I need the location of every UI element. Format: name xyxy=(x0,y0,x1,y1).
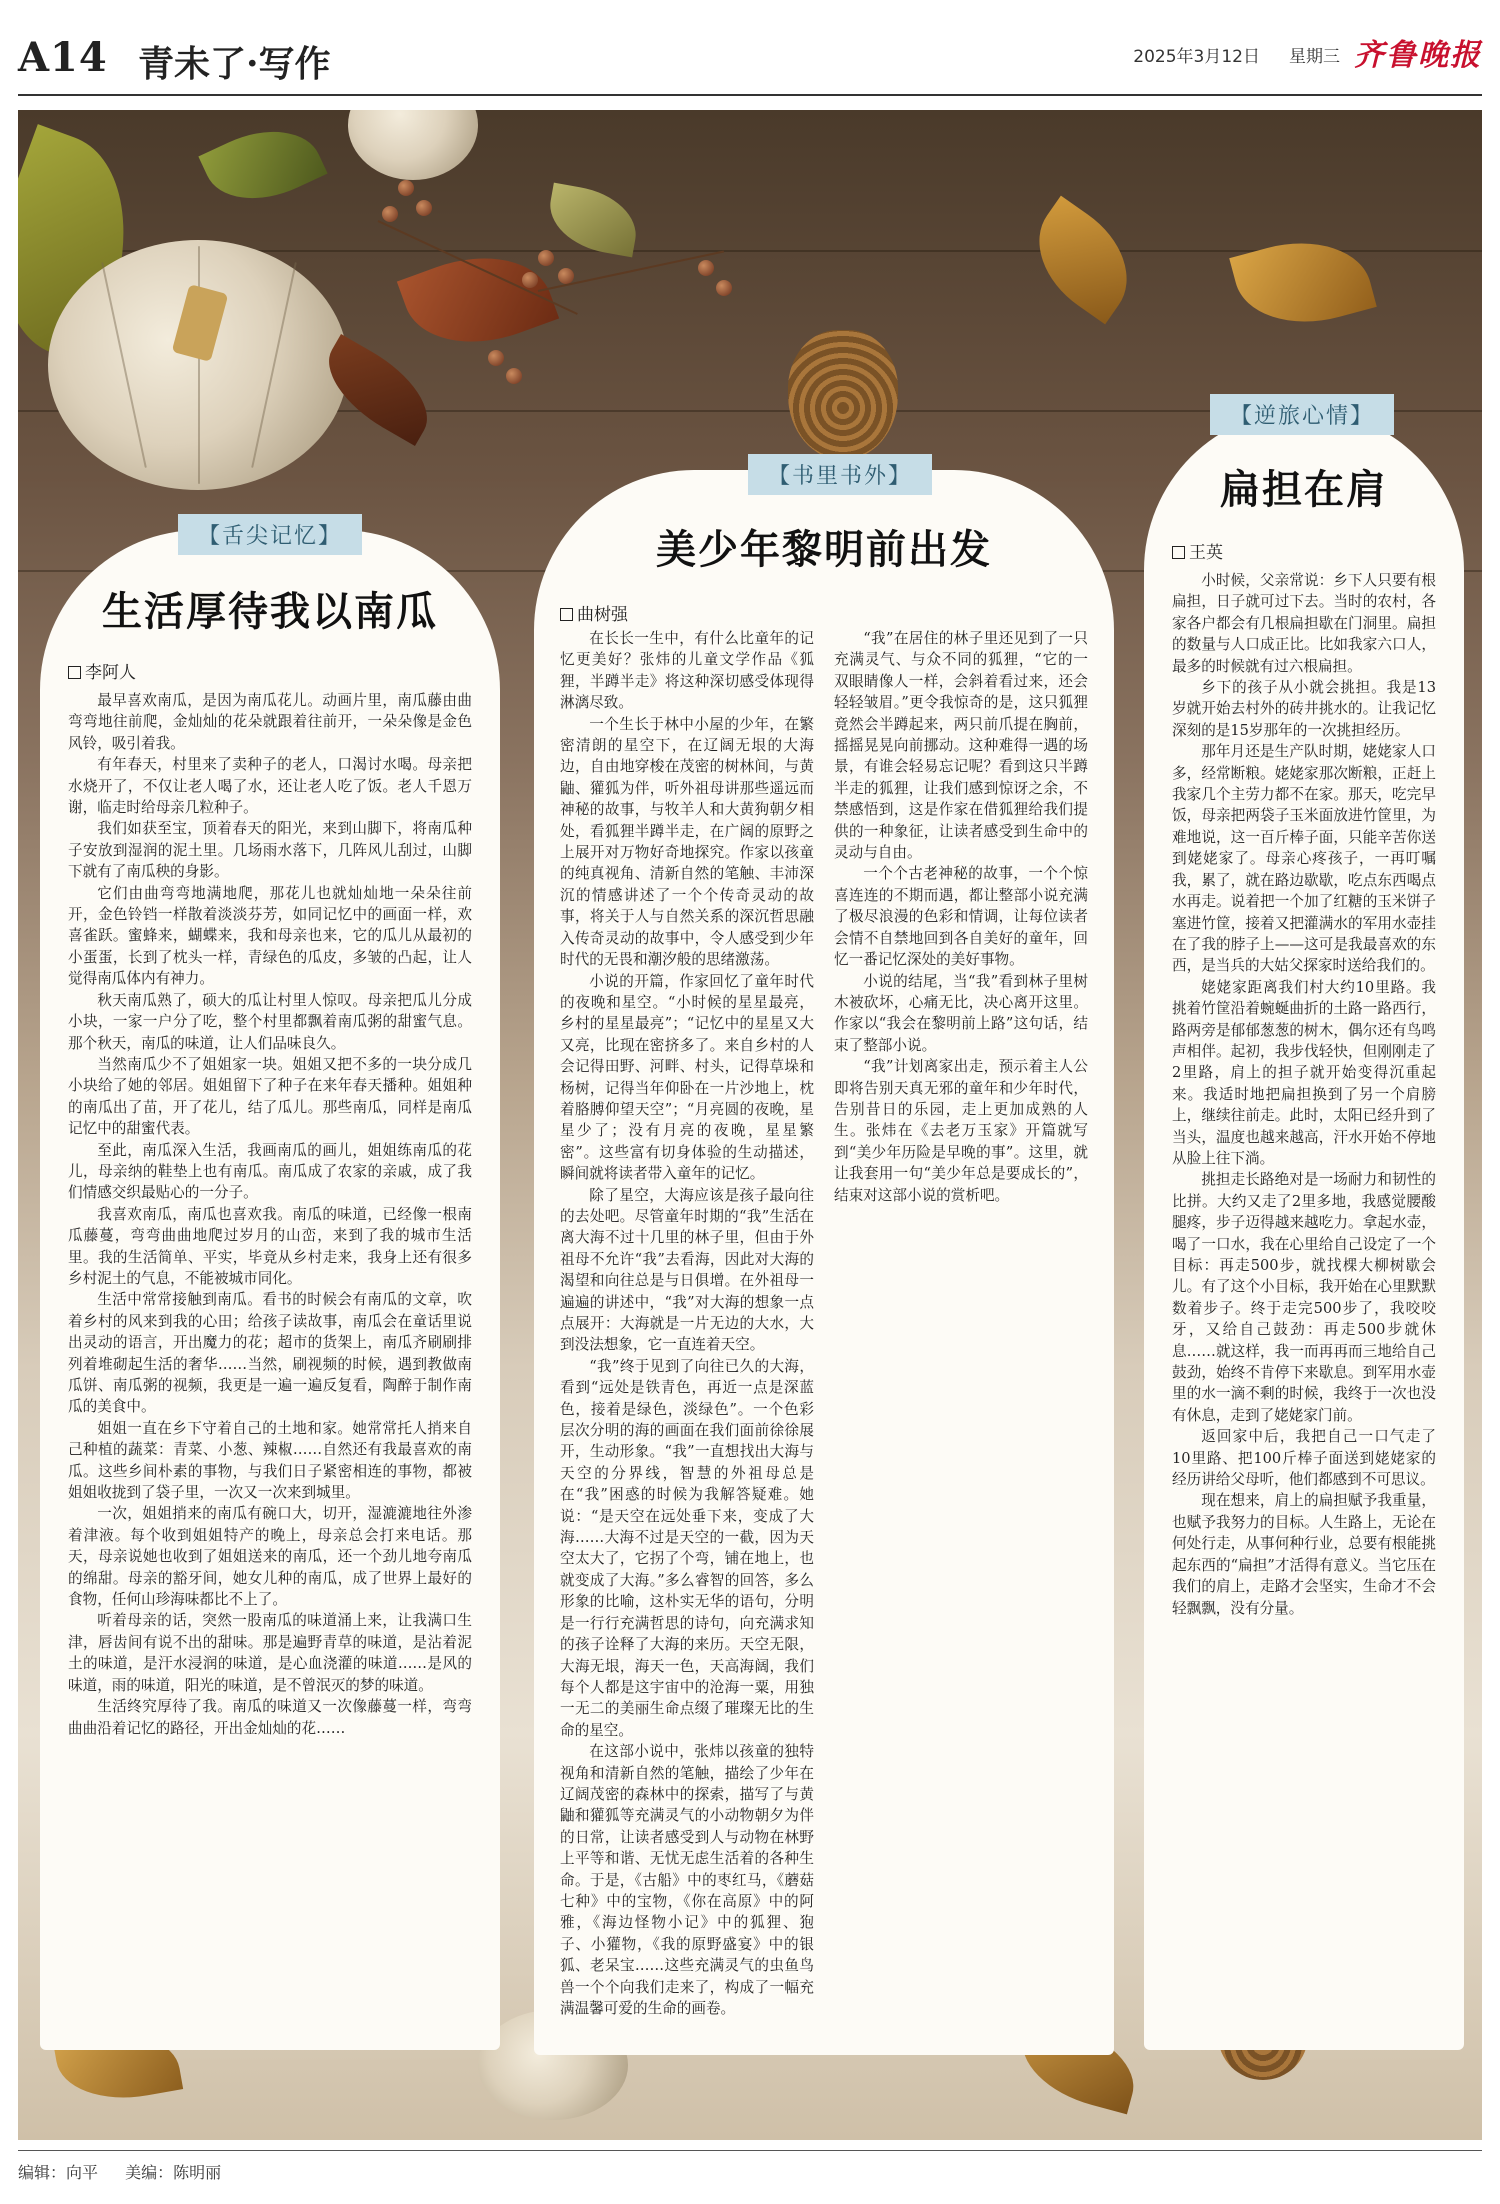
article-paragraph: 姐姐一直在乡下守着自己的土地和家。她常常托人捎来自己种植的蔬菜：青菜、小葱、辣椒……自然还有我最喜欢的南瓜。这些乡间朴素的事物，与我们日子紧密相连的事物，都被姐姐收拢到了袋子里，一次又一次来到城里。 xyxy=(68,1419,472,1502)
article-title: 生活厚待我以南瓜 xyxy=(102,588,438,635)
leaf-icon xyxy=(397,234,559,366)
pumpkin-rib xyxy=(251,262,297,468)
article-paragraph: 那年月还是生产队时期，姥姥家人口多，经常断粮。姥姥家那次断粮，正赶上我家几个主劳力都不在家。那天，吃完早饭，母亲把两袋子玉米面放进竹筐里，为难地说，这一百斤棒子面，只能辛苦你送到姥姥家了。母亲心疼孩子，一再叮嘱我，累了，就在路边歇歇，吃点东西喝点水再走。说着把一个加了红糖的玉米饼子塞进竹筐，接着又把灌满水的军用水壶挂在了我的脖子上——这可是我最喜欢的东西，是当兵的大姑父探家时送给我们的。 xyxy=(1172,743,1436,975)
author-box-icon xyxy=(68,666,81,679)
article-paragraph: 有年春天，村里来了卖种子的老人，口渴讨水喝。母亲把水烧开了，不仅让老人喝了水，还让老人吃了饭。老人千恩万谢，临走时给母亲几粒种子。 xyxy=(68,756,472,817)
column-tag: 【逆旅心情】 xyxy=(1210,394,1394,435)
article-paragraph: 挑担走长路绝对是一场耐力和韧性的比拼。大约又走了2里多地，我感觉腰酸腿疼，步子迈得越来越吃力。拿起水壶，喝了一口水，我在心里给自己设定了一个目标：再走500步，就找棵大柳树歇会儿。有了这个小目标，我开始在心里默默数着步子。终于走完500步了，我咬咬牙，又给自己鼓劲：再走500步就休息……就这样，我一而再再而三地给自己鼓劲，始终不肯停下来歇息。到军用水壶里的水一滴不剩的时候，我终于一次也没有休息，走到了姥姥家门前。 xyxy=(1172,1171,1436,1424)
article-paragraph: 小时候，父亲常说：乡下人只要有根扁担，日子就可过下去。当时的农村，各家各户都会有几根扁担歇在门洞里。扁担的数量与人口成正比。比如我家六口人，最多的时候就有过六根扁担。 xyxy=(1172,572,1436,675)
article-paragraph: 小说的结尾，当“我”看到林子里树木被砍坏，心痛无比，决心离开这里。作家以“我会在黎明前上路”这句话，结束了整部小说。 xyxy=(834,972,1088,1054)
article-paragraph: 除了星空，大海应该是孩子最向往的去处吧。尽管童年时期的“我”生活在离大海不过十几里的林子里，但由于外祖母不允许“我”去看海，因此对大海的渴望和向往总是与日俱增。在外祖母一遍遍的讲述中，“我”对大海的想象一点点展开：大海就是一片无边的大水，大到没法想象，它一直连着天空。 xyxy=(560,1186,814,1354)
article-paragraph: 至此，南瓜深入生活，我画南瓜的画儿，姐姐练南瓜的花儿，母亲纳的鞋垫上也有南瓜。南瓜成了农家的亲戚，成了我们情感交织最贴心的一分子。 xyxy=(68,1141,472,1202)
pumpkin-rib xyxy=(101,262,147,468)
pumpkin-stem xyxy=(172,284,229,362)
article-paragraph: 小说的开篇，作家回忆了童年时代的夜晚和星空。“小时候的星星最亮，乡村的星星最亮”；“记忆中的星星又大又亮，比现在密挤多了。来自乡村的人会记得田野、河畔、村头，记得草垛和杨树，记得当年仰卧在一片沙地上，枕着胳膊仰望天空”；“月亮圆的夜晚，星星少了；没有月亮的夜晚，星星繁密”。这些富有切身体验的生动描述，瞬间就将读者带入童年的记忆。 xyxy=(560,972,814,1183)
author-name: 曲树强 xyxy=(577,605,628,625)
author-box-icon xyxy=(1172,546,1185,559)
author-name: 王英 xyxy=(1189,543,1223,563)
article-paragraph: 生活中常常接触到南瓜。看书的时候会有南瓜的文章，吹着乡村的风来到我的心田；给孩子读故事，南瓜会在童话里说出灵动的语言，开出魔力的花；超市的货架上，南瓜齐刷刷排列着堆砌起生活的奢华……当然，刷视频的时候，遇到教做南瓜饼、南瓜粥的视频，我更是一遍一遍反复看，陶醉于制作南瓜的美食中。 xyxy=(68,1291,472,1416)
article-paragraph: 秋天南瓜熟了，硕大的瓜让村里人惊叹。母亲把瓜儿分成小块，一家一户分了吃，整个村里都飘着南瓜粥的甜蜜气息。那个秋天，南瓜的味道，让人们品味良久。 xyxy=(68,991,472,1052)
berry-icon xyxy=(416,200,432,216)
column-tag: 【舌尖记忆】 xyxy=(178,514,362,555)
article-body xyxy=(1172,570,1436,2035)
article-paragraph: 最早喜欢南瓜，是因为南瓜花儿。动画片里，南瓜藤由曲弯弯地往前爬，金灿灿的花朵就跟着往前开，一朵朵像是金色风铃，吸引着我。 xyxy=(68,692,472,752)
leaf-icon xyxy=(1015,196,1151,325)
leaf-icon xyxy=(198,110,327,220)
berry-icon xyxy=(522,272,538,288)
editor-credit: 编辑：向平 xyxy=(18,2163,99,2182)
section-title: 青未了·写作 xyxy=(138,43,331,85)
article-paragraph: 当然南瓜少不了姐姐家一块。姐姐又把不多的一块分成几小块给了她的邻居。姐姐留下了种子在来年春天播种。姐姐种的南瓜出了苗，开了花儿，结了瓜儿。那些南瓜，同样是南瓜记忆中的甜蜜代表。 xyxy=(68,1055,472,1138)
berry-icon xyxy=(382,206,398,222)
berry-icon xyxy=(506,368,522,384)
article-body xyxy=(68,690,472,2035)
article-author xyxy=(1172,538,1223,563)
article-title: 扁担在肩 xyxy=(1220,466,1388,513)
article-paragraph: 我们如获至宝，顶着春天的阳光，来到山脚下，将南瓜种子安放到湿润的泥土里。几场雨水落下，几阵风儿刮过，山脚下就有了南瓜秧的身影。 xyxy=(68,820,472,881)
page-header xyxy=(18,30,1482,92)
designer-credit: 美编：陈明丽 xyxy=(125,2163,222,2182)
leaf-icon xyxy=(1229,225,1377,341)
article-paragraph: 在长长一生中，有什么比童年的记忆更美好？张炜的儿童文学作品《狐狸，半蹲半走》将这种深切感受体现得淋漓尽致。 xyxy=(560,630,814,712)
article-author xyxy=(68,658,136,683)
newspaper-logo: 齐鲁晚报 xyxy=(1354,38,1482,73)
issue-weekday: 星期三 xyxy=(1289,47,1340,67)
article-paragraph: 在这部小说中，张炜以孩童的独特视角和清新自然的笔触，描绘了少年在辽阔茂密的森林中的探索，描写了与黄鼬和獾狐等充满灵气的小动物朝夕为伴的日常，让读者感受到人与动物在林野上平等和谐、无忧无虑生活着的各种生命。于是，《古船》中的枣红马，《蘑菇七种》中的宝物，《你在高原》中的阿雅，《海边怪物小记》中的狐狸、狍子、小獾物，《我的原野盛宴》中的银狐、老呆宝……这些充满灵气的虫鱼鸟兽一个个向我们走来了，构成了一幅充满温馨可爱的生命的画卷。 xyxy=(560,1743,814,2017)
article-paragraph: 生活终究厚待了我。南瓜的味道又一次像藤蔓一样，弯弯曲曲沿着记忆的路径，开出金灿灿的花…… xyxy=(68,1698,472,1737)
pumpkin-rib xyxy=(198,246,200,484)
berry-icon xyxy=(716,280,732,296)
article-panel-pumpkin xyxy=(40,524,500,2050)
footer-rule xyxy=(18,2150,1482,2151)
issue-date: 2025年3月12日 xyxy=(1133,47,1260,67)
article-paragraph: 它们由曲弯弯地满地爬，那花儿也就灿灿地一朵朵往前开，金色铃铛一样散着淡淡芬芳，如同记忆中的画面一样，欢喜雀跃。蜜蜂来，蝴蝶来，我和母亲也来，它的瓜儿从最初的小蛋蛋，长到了枕头一样，青绿色的瓜皮，多皱的凸起，让人觉得南瓜体内有神力。 xyxy=(68,884,472,988)
small-pumpkin-icon xyxy=(348,110,478,180)
pumpkin-icon xyxy=(48,240,348,490)
article-paragraph: 听着母亲的话，突然一股南瓜的味道涌上来，让我满口生津，唇齿间有说不出的甜味。那是遍野青草的味道，是沾着泥土的味道，是汗水浸润的味道，是心血浇灌的味道……是风的味道，雨的味道，阳光的味道，是不曾泯灭的梦的味道。 xyxy=(68,1612,472,1694)
article-paragraph: 一次，姐姐捎来的南瓜有碗口大，切开，湿漉漉地往外渗着津液。每个收到姐姐特产的晚上，母亲总会打来电话。那天，母亲说她也收到了姐姐送来的南瓜，还一个劲儿地夸南瓜的绵甜。母亲的豁牙间，她女儿种的南瓜，成了世界上最好的食物，任何山珍海味都比不上了。 xyxy=(68,1505,472,1609)
pine-cone-icon xyxy=(788,330,898,460)
header-rule xyxy=(18,94,1482,96)
article-body xyxy=(560,628,1088,2038)
article-panel-shoulder-pole xyxy=(1144,404,1464,2050)
column-tag: 【书里书外】 xyxy=(748,454,932,495)
article-paragraph: 我喜欢南瓜，南瓜也喜欢我。南瓜的味道，已经像一根南瓜藤蔓，弯弯曲曲地爬过岁月的山峦，来到了我的城市生活里。我的生活简单、平实，毕竟从乡村走来，我身上还有很多乡村泥土的气息，不能被城市同化。 xyxy=(68,1205,472,1287)
page-footer xyxy=(18,2160,243,2183)
article-paragraph: 乡下的孩子从小就会挑担。我是13岁就开始去村外的砖井挑水的。让我记忆深刻的是15岁那年的一次挑担经历。 xyxy=(1172,679,1436,739)
author-box-icon xyxy=(560,608,573,621)
article-paragraph: 一个个古老神秘的故事，一个个惊喜连连的不期而遇，都让整部小说充满了极尽浪漫的色彩和情调，让每位读者会情不自禁地回到各自美好的童年，回忆一番记忆深处的美好事物。 xyxy=(834,865,1088,969)
article-paragraph: 现在想来，肩上的扁担赋予我重量，也赋予我努力的目标。人生路上，无论在何处行走，从事何种行业，总要有根能挑起东西的“扁担”才活得有意义。当它压在我们的肩上，走路才会坚实，生命才不会轻飘飘，没有分量。 xyxy=(1172,1492,1436,1617)
article-paragraph: 返回家中后，我把自己一口气走了10里路、把100斤棒子面送到姥姥家的经历讲给父母听，他们都感到不可思议。 xyxy=(1172,1428,1436,1489)
article-panel-book xyxy=(534,464,1114,2055)
article-author xyxy=(560,600,628,625)
article-paragraph: 姥姥家距离我们村大约10里路。我挑着竹筐沿着蜿蜒曲折的土路一路西行，路两旁是郁郁葱葱的树木，偶尔还有鸟鸣声相伴。起初，我步伐轻快，但刚刚走了2里路，肩上的担子就开始变得沉重起来。我适时地把扁担换到了另一个肩膀上，继续往前走。此时，太阳已经升到了当头，温度也越来越高，汗水开始不停地从脸上往下淌。 xyxy=(1172,978,1436,1167)
berry-icon xyxy=(488,350,504,366)
article-paragraph: “我”在居住的林子里还见到了一只充满灵气、与众不同的狐狸，“它的一双眼睛像人一样，会斜着看过来，还会轻轻皱眉。”更令我惊奇的是，这只狐狸竟然会半蹲起来，两只前爪提在胸前，摇摇晃晃向前挪动。这种难得一遇的场景，有谁会轻易忘记呢？看到这只半蹲半走的狐狸，让我们感到惊讶之余，不禁感悟到，这是作家在借狐狸给我们提供的一种象征，让读者感受到生命中的灵动与自由。 xyxy=(834,630,1088,862)
article-title: 美少年黎明前出发 xyxy=(656,526,992,573)
berry-icon xyxy=(558,268,574,284)
berry-icon xyxy=(698,260,714,276)
berry-icon xyxy=(538,250,554,266)
author-name: 李阿人 xyxy=(85,663,136,683)
leaf-icon xyxy=(543,183,642,258)
berry-icon xyxy=(398,180,414,196)
article-paragraph: “我”计划离家出走，预示着主人公即将告别天真无邪的童年和少年时代，告别昔日的乐园，走上更加成熟的人生。张炜在《去老万玉家》开篇就写到“美少年历险是早晚的事”。这里，就让我套用一句“美少年总是要成长的”，结束对这部小说的赏析吧。 xyxy=(834,1058,1088,1204)
page-number: A14 xyxy=(18,34,108,81)
article-paragraph: “我”终于见到了向往已久的大海，看到“远处是铁青色，再近一点是深蓝色，接着是绿色，淡绿色”。一个色彩层次分明的海的画面在我们面前徐徐展开，生动形象。“我”一直想找出大海与天空的分界线，智慧的外祖母总是在“我”困惑的时候为我解答疑难。她说：“是天空在远处垂下来，变成了大海……大海不过是天空的一截，因为天空太大了，它拐了个弯，铺在地上，也就变成了大海。”多么睿智的回答，多么形象的比喻，这朴实无华的语句，分明是一行行充满哲思的诗句，向充满求知的孩子诠释了大海的来历。天空无限，大海无垠，海天一色，天高海阔，我们每个人都是这宇宙中的沧海一粟，用独一无二的美丽生命点缀了璀璨无比的生命的星空。 xyxy=(560,1357,814,1739)
article-paragraph: 一个生长于林中小屋的少年，在繁密清朗的星空下，在辽阔无垠的大海边，自由地穿梭在茂密的树林间，与黄鼬、獾狐为伴，听外祖母讲那些遥远而神秘的故事，与牧羊人和大黄狗朝夕相处，看狐狸半蹲半走，在广阔的原野之上展开对万物好奇地探究。作家以孩童的纯真视角、清新自然的笔触、丰沛深沉的情感讲述了一个个传奇灵动的故事，将关于人与自然关系的深沉哲思融入传奇灵动的故事中，令人感受到少年时代的无畏和潮汐般的思绪激荡。 xyxy=(560,715,814,969)
